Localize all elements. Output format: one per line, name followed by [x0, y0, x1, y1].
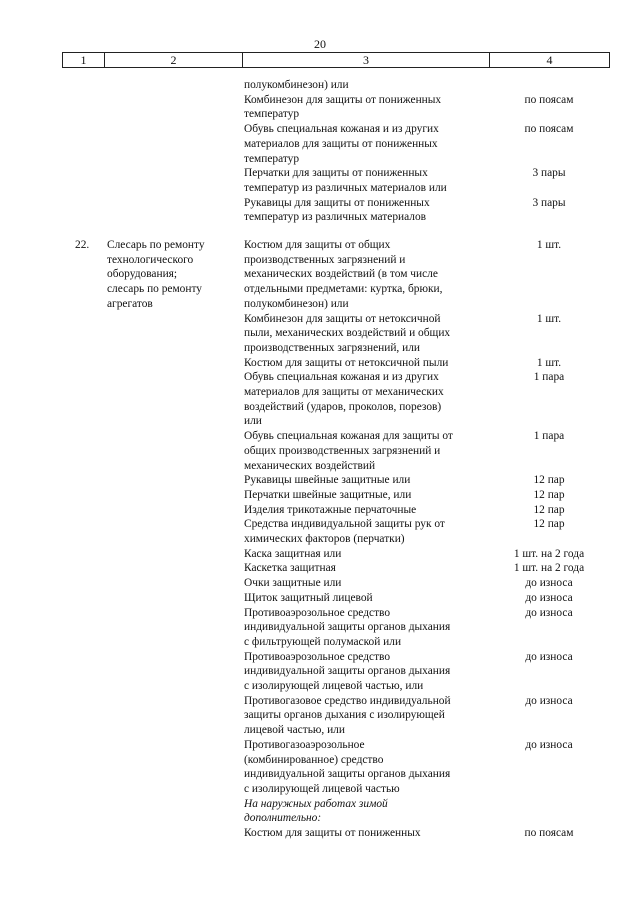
column-header-4: 4: [546, 53, 553, 67]
profession-name-line: оборудования;: [107, 268, 178, 281]
norm-value: до износа: [525, 694, 573, 707]
ppe-item-line: (комбинированное) средство: [244, 753, 384, 766]
ppe-item-line: Обувь специальная кожаная для защиты от: [244, 430, 453, 443]
ppe-item-line: с изолирующей лицевой частью: [244, 782, 400, 795]
ppe-item-line: производственных загрязнений, или: [244, 341, 421, 354]
column-header-row: [62, 52, 610, 68]
norm-value: 12 пар: [533, 488, 565, 501]
ppe-item-line: индивидуальной защиты органов дыхания: [244, 621, 451, 634]
ppe-item-line: механических воздействий: [244, 459, 376, 472]
ppe-item-line: материалов для защиты от пониженных: [244, 137, 438, 150]
ppe-item-line: Противоаэрозольное средство: [244, 650, 391, 663]
ppe-item-line: материалов для защиты от механических: [244, 386, 444, 398]
norm-value: 1 пара: [533, 430, 565, 443]
ppe-item-line: Костюм для защиты от общих: [244, 239, 391, 251]
ppe-item-line: производственных загрязнений и: [244, 253, 406, 266]
ppe-item-line: с фильтрующей полумаской или: [244, 635, 402, 648]
norm-value: 1 шт. на 2 года: [513, 562, 585, 575]
ppe-item-line: Противогазовое средство индивидуальной: [244, 694, 451, 707]
ppe-item-line: пыли, механических воздействий и общих: [244, 327, 451, 340]
ppe-item-line: химических факторов (перчатки): [244, 533, 405, 545]
ppe-item-line: Средства индивидуальной защиты рук от: [244, 518, 445, 531]
winter-note-line: На наружных работах зимой: [244, 797, 388, 810]
ppe-item-line: отдельными предметами: куртка, брюки,: [244, 283, 443, 296]
ppe-item-line: Щиток защитный лицевой: [244, 591, 373, 604]
ppe-item-line: Перчатки швейные защитные, или: [244, 488, 412, 501]
ppe-item-line: индивидуальной защиты органов дыхания: [244, 768, 451, 781]
ppe-item-line: Обувь специальная кожаная и из других: [244, 371, 439, 384]
norm-value: до износа: [525, 577, 573, 590]
ppe-item-line: Перчатки для защиты от пониженных: [244, 167, 428, 180]
norm-value: до износа: [525, 650, 573, 663]
norm-value: до износа: [525, 738, 573, 751]
ppe-item-line: Обувь специальная кожаная и из других: [244, 123, 439, 136]
ppe-item-line: Противоаэрозольное средство: [244, 606, 391, 619]
ppe-item-line: Костюм для защиты от пониженных: [244, 827, 421, 839]
norm-value: 1 шт.: [536, 356, 562, 369]
norm-value: 3 пары: [532, 196, 566, 209]
ppe-item-line: защиты органов дыхания с изолирующей: [244, 709, 445, 722]
ppe-item-line: воздействий (ударов, проколов, порезов): [244, 400, 442, 413]
norm-value: до износа: [525, 606, 573, 619]
ppe-item-line: с изолирующей лицевой частью, или: [244, 680, 424, 692]
ppe-item-line: или: [244, 415, 262, 428]
norm-value: по поясам: [524, 123, 574, 136]
norm-value: 12 пар: [533, 474, 565, 487]
ppe-item-line: механических воздействий (в том числе: [244, 268, 438, 281]
ppe-item-line: Комбинезон для защиты от нетоксичной: [244, 312, 441, 325]
ppe-item-line: температур из различных материалов: [244, 211, 427, 224]
winter-note-line: дополнительно:: [244, 812, 322, 825]
ppe-item-line: Изделия трикотажные перчаточные: [244, 503, 417, 516]
page-number: 20: [314, 37, 326, 51]
ppe-item-line: полукомбинезон) или: [244, 297, 349, 310]
ppe-item-line: Комбинезон для защиты от пониженных: [244, 93, 442, 106]
profession-name-line: агрегатов: [107, 297, 153, 310]
profession-name-line: слесарь по ремонту: [107, 283, 202, 296]
norm-value: 1 шт.: [536, 312, 562, 325]
entry-number: 22.: [75, 239, 90, 251]
ppe-item-line: температур: [244, 152, 300, 165]
norm-value: 12 пар: [533, 503, 565, 516]
norm-value: до износа: [525, 591, 573, 604]
ppe-item-line: температур: [244, 108, 300, 121]
norm-value: по поясам: [524, 827, 574, 839]
ppe-item-line: полукомбинезон) или: [244, 79, 349, 91]
column-header-1: 1: [63, 53, 105, 67]
norm-value: по поясам: [524, 93, 574, 106]
ppe-item-line: Противогазоаэрозольное: [244, 738, 365, 751]
ppe-item-line: общих производственных загрязнений и: [244, 444, 441, 457]
norm-value: 1 шт. на 2 года: [513, 547, 585, 560]
ppe-item-line: Каскетка защитная: [244, 562, 336, 575]
norm-value: 3 пары: [532, 167, 566, 180]
ppe-item-line: Каска защитная или: [244, 547, 342, 560]
ppe-item-line: Очки защитные или: [244, 577, 342, 590]
profession-name-line: технологического: [107, 253, 194, 266]
norm-value: 12 пар: [533, 518, 565, 531]
norm-value: 1 шт.: [536, 239, 562, 251]
ppe-item-line: лицевой частью, или: [244, 724, 345, 737]
column-header-2: 2: [105, 53, 243, 67]
ppe-item-line: Рукавицы швейные защитные или: [244, 474, 411, 487]
column-header-3: 3: [243, 53, 490, 67]
norm-value: 1 пара: [533, 371, 565, 384]
ppe-item-line: температур из различных материалов или: [244, 181, 447, 194]
profession-name-line: Слесарь по ремонту: [107, 239, 205, 251]
ppe-item-line: Костюм для защиты от нетоксичной пыли: [244, 356, 449, 369]
ppe-item-line: Рукавицы для защиты от пониженных: [244, 196, 430, 209]
ppe-item-line: индивидуальной защиты органов дыхания: [244, 665, 451, 678]
